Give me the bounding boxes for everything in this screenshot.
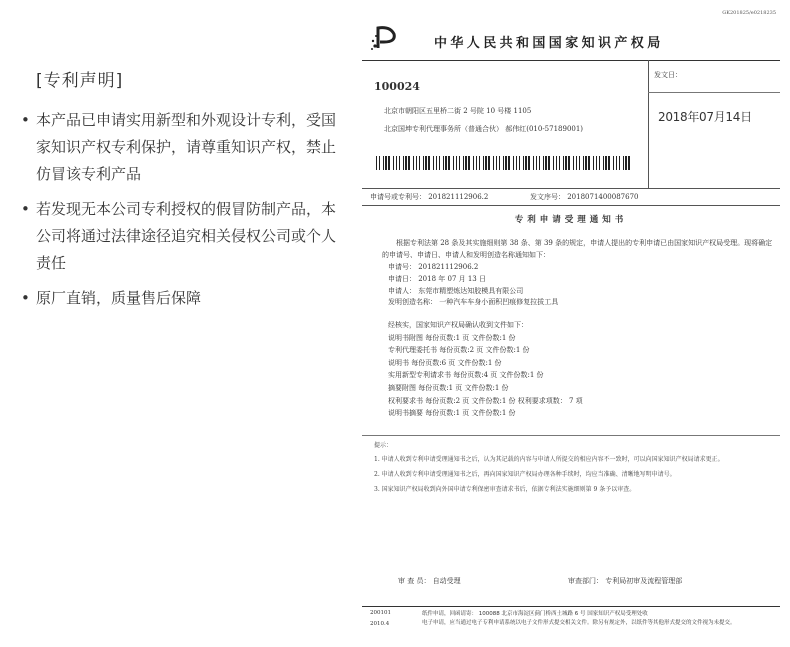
date-value: 2018年07月14日: [658, 110, 752, 124]
barcode-icon: [376, 156, 632, 170]
intro-text: 根据专利法第 28 条及其实施细则第 38 条、第 39 条的规定，申请人提出的专利申请已由国家知识产权局受理。现将确定的申请号、申请日、申请人和发明创造名称通知如下：: [382, 239, 773, 259]
tips-label: 提示：: [374, 442, 393, 449]
file-item: 说明书摘要 每份页数:1 页 文件份数:1 份: [388, 409, 516, 418]
notice-item-2: [20, 196, 350, 277]
notice-title: [专利声明]: [36, 71, 124, 91]
tip-item: 1. 申请人收到专利申请受理通知书之后，认为其记载的内容与申请人所提交的相应内容不一致时，可以向国家知识产权局请求更正。: [374, 456, 724, 463]
application-number: 申请号或专利号： 201821112906.2: [370, 193, 489, 201]
address-line-2: 北京国坤专利代理事务所（普通合伙） 郝伟红(010-57189001): [384, 125, 584, 133]
notice-item-text: 原厂直销，质量售后保障: [36, 289, 202, 307]
field-app-date: 申请日： 2018 年 07 月 13 日: [388, 274, 486, 283]
file-item: 权利要求书 每份页数:2 页 文件份数:1 份 权利要求项数： 7 项: [388, 396, 583, 405]
examiner: 审 查 员： 自动受理: [398, 577, 461, 585]
intro-paragraph: [382, 237, 777, 261]
postcode: 100024: [374, 80, 420, 93]
tips-list: [374, 454, 776, 499]
footer-code-2: 2010.4: [370, 621, 390, 627]
footer-divider: [362, 606, 780, 607]
file-item: 实用新型专利请求书 每份页数:4 页 文件份数:1 份: [388, 371, 544, 380]
footer-text-electronic: 电子申请，应当通过电子专利申请系统以电子文件形式提交相关文件。除另有规定外，以纸件等其他形式提交的文件视为未提交。: [422, 620, 736, 626]
field-applicant: 申请人： 东莞市精塑炼达知胶模具有限公司: [388, 286, 524, 295]
address-block: [362, 66, 647, 144]
patent-document: [362, 10, 780, 640]
vertical-divider: [648, 60, 649, 188]
received-files-list: [388, 319, 583, 420]
file-item: 专利代理委托书 每份页数:2 页 文件份数:1 份: [388, 346, 530, 355]
field-invention-name: 发明创造名称： 一种汽车车身小面积凹痕修复拉拔工具: [388, 298, 559, 307]
notice-item-3: [20, 285, 350, 312]
bullet-icon: •: [21, 289, 30, 307]
notice-item-text: 若发现无本公司专利授权的假冒防制产品，本公司将通过法律途径追究相关侵权公司或个人责任: [36, 200, 337, 272]
header-divider: [362, 60, 780, 61]
row-divider-top: [362, 188, 780, 189]
footer-code-1: 200101: [370, 610, 391, 616]
file-item: 说明书附图 每份页数:1 页 文件份数:1 份: [388, 333, 516, 342]
notice-list: [20, 107, 350, 312]
bullet-icon: •: [21, 111, 30, 129]
tip-item: 3. 国家知识产权局收到向外国申请专利保密审查请求书后，依据专利法实施细则第 9 条予以审查。: [374, 486, 636, 493]
document-title: 专利申请受理通知书: [514, 215, 628, 225]
footer-text: [422, 610, 780, 628]
row-divider-bottom: [362, 205, 780, 206]
footer-text-paper: 纸件申请，回函请寄： 100088 北京市海淀区蓟门桥西土城路 6 号 国家知识产权局受理处收: [422, 611, 648, 617]
cnipa-logo-icon: [370, 22, 400, 52]
bullet-icon: •: [21, 200, 30, 218]
file-item: 说明书 每份页数:6 页 文件份数:1 份: [388, 358, 502, 367]
notice-item-text: 本产品已申请实用新型和外观设计专利，受国家知识产权专利保护，请尊重知识产权，禁止仿冒该专利产品: [36, 111, 337, 183]
files-intro: 经核实，国家知识产权局确认收到文件如下：: [388, 321, 528, 329]
review-department: 审查部门： 专利局初审及流程管理部: [568, 577, 683, 585]
date-label: 发文日：: [654, 71, 682, 79]
date-divider: [648, 92, 780, 93]
form-code: GK201825/e0218235: [722, 10, 776, 16]
field-app-number: 申请号： 201821112906.2: [388, 263, 479, 271]
notice-item-1: [20, 107, 350, 188]
patent-notice: [20, 66, 350, 320]
address-line-1: 北京市朝阳区五里桥二街 2 号院 10 号楼 1105: [384, 107, 532, 115]
header-title: 中华人民共和国国家知识产权局: [434, 36, 664, 51]
tips-divider: [362, 435, 780, 436]
tip-item: 2. 申请人收到专利申请受理通知书之后，再向国家知识产权局办理各种手续时，均应当准确、清晰地写明申请号。: [374, 471, 676, 478]
file-item: 摘要附图 每份页数:1 页 文件份数:1 份: [388, 383, 509, 392]
application-fields: [388, 262, 558, 309]
send-number: 发文序号： 2018071400087670: [530, 193, 639, 201]
